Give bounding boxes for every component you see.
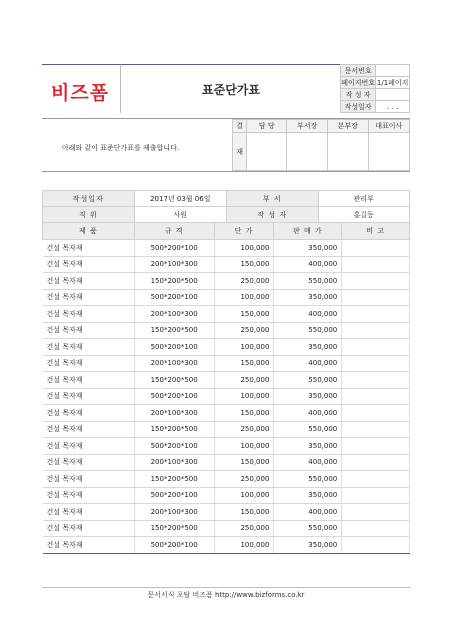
unit-price-cell: 250,000 <box>214 471 274 488</box>
sale-price-cell: 350,000 <box>274 438 342 455</box>
note-cell <box>342 289 410 306</box>
unit-price-cell: 250,000 <box>214 273 274 290</box>
spec-cell: 500*200*100 <box>134 487 214 504</box>
note-cell <box>342 339 410 356</box>
product-cell: 건설 목자재 <box>43 537 135 554</box>
intro-text: 아래와 같이 표준단가표를 제출합니다. <box>62 144 180 152</box>
approval-side-top: 결 <box>233 120 247 133</box>
spec-cell: 500*200*100 <box>134 537 214 554</box>
note-cell <box>342 388 410 405</box>
sale-price-cell: 550,000 <box>274 273 342 290</box>
unit-price-cell: 250,000 <box>214 372 274 389</box>
note-cell <box>342 454 410 471</box>
table-row <box>43 537 410 554</box>
note-cell <box>342 355 410 372</box>
product-cell: 건설 목자재 <box>43 256 135 273</box>
footer-divider <box>42 587 410 588</box>
sale-price-cell: 400,000 <box>274 355 342 372</box>
product-cell: 건설 목자재 <box>43 355 135 372</box>
sale-price-cell: 550,000 <box>274 372 342 389</box>
product-cell: 건설 목자재 <box>43 322 135 339</box>
unit-price-cell: 100,000 <box>214 388 274 405</box>
note-cell <box>342 405 410 422</box>
table-row <box>43 388 410 405</box>
sale-price-cell: 550,000 <box>274 520 342 537</box>
table-row <box>43 240 410 257</box>
table-row <box>43 355 410 372</box>
product-cell: 건설 목자재 <box>43 487 135 504</box>
note-cell <box>342 471 410 488</box>
table-row <box>43 322 410 339</box>
note-cell <box>342 504 410 521</box>
note-cell <box>342 256 410 273</box>
spec-cell: 500*200*100 <box>134 339 214 356</box>
spec-cell: 200*100*300 <box>134 306 214 323</box>
bizforms-logo: 비즈폼 <box>51 82 110 104</box>
approval-signature-cell[interactable] <box>327 133 368 171</box>
unit-price-cell: 100,000 <box>214 289 274 306</box>
product-cell: 건설 목자재 <box>43 306 135 323</box>
product-cell: 건설 목자재 <box>43 438 135 455</box>
meta-value <box>376 89 410 101</box>
unit-price-cell: 100,000 <box>214 438 274 455</box>
spec-cell: 200*100*300 <box>134 405 214 422</box>
meta-value: 1/1페이지 <box>376 78 409 87</box>
sale-price-cell: 350,000 <box>274 339 342 356</box>
sale-price-cell: 400,000 <box>274 256 342 273</box>
sale-price-cell: 350,000 <box>274 289 342 306</box>
product-cell: 건설 목자재 <box>43 504 135 521</box>
table-row <box>43 487 410 504</box>
sale-price-cell: 550,000 <box>274 471 342 488</box>
document-title: 표준단가표 <box>202 83 260 97</box>
unit-price-cell: 250,000 <box>214 520 274 537</box>
items-table <box>42 222 410 554</box>
sale-price-cell: 550,000 <box>274 421 342 438</box>
product-cell: 건설 목자재 <box>43 273 135 290</box>
sale-price-cell: 550,000 <box>274 322 342 339</box>
note-cell <box>342 487 410 504</box>
unit-price-cell: 150,000 <box>214 504 274 521</box>
sale-price-cell: 400,000 <box>274 454 342 471</box>
intro-area <box>42 118 410 172</box>
author-value: 홍길동 <box>318 207 409 223</box>
note-cell <box>342 322 410 339</box>
position-value: 사원 <box>134 207 226 223</box>
footer-text: 문서서식 포탈 비즈폼 http://www.bizforms.co.kr <box>147 591 305 599</box>
product-cell: 건설 목자재 <box>43 421 135 438</box>
sale-price-cell: 400,000 <box>274 405 342 422</box>
note-cell <box>342 537 410 554</box>
approval-box <box>232 119 410 171</box>
table-row <box>43 421 410 438</box>
note-cell <box>342 273 410 290</box>
approval-header: 대표이사 <box>368 120 409 133</box>
position-label: 직 위 <box>43 207 135 223</box>
author-label: 작 성 자 <box>226 207 318 223</box>
table-row <box>43 256 410 273</box>
title-cell <box>120 64 341 113</box>
product-cell: 건설 목자재 <box>43 405 135 422</box>
meta-label: 작 성 자 <box>341 89 376 101</box>
unit-price-cell: 100,000 <box>214 487 274 504</box>
meta-value: . . . <box>376 101 410 113</box>
approval-header: 본부장 <box>327 120 368 133</box>
unit-price-cell: 250,000 <box>214 421 274 438</box>
unit-price-cell: 100,000 <box>214 537 274 554</box>
unit-price-cell: 150,000 <box>214 306 274 323</box>
product-cell: 건설 목자재 <box>43 339 135 356</box>
items-body <box>43 240 410 554</box>
spec-cell: 500*200*100 <box>134 289 214 306</box>
note-cell <box>342 421 410 438</box>
meta-label: 문서번호 <box>341 65 376 77</box>
approval-signature-cell[interactable] <box>247 133 287 171</box>
unit-price-cell: 150,000 <box>214 355 274 372</box>
meta-row <box>341 101 410 113</box>
product-cell: 건설 목자재 <box>43 372 135 389</box>
spec-cell: 200*100*300 <box>134 454 214 471</box>
product-cell: 건설 목자재 <box>43 520 135 537</box>
meta-label: 작성일자 <box>341 101 376 113</box>
sale-price-cell: 350,000 <box>274 240 342 257</box>
spec-cell: 200*100*300 <box>134 256 214 273</box>
note-cell <box>342 520 410 537</box>
sale-price-cell: 400,000 <box>274 306 342 323</box>
header-spec: 규 격 <box>134 223 214 240</box>
items-header-row <box>43 223 410 240</box>
sale-price-cell: 350,000 <box>274 388 342 405</box>
info-table <box>42 190 410 223</box>
approval-side-bottom: 재 <box>233 133 247 171</box>
product-cell: 건설 목자재 <box>43 289 135 306</box>
sale-price-cell: 350,000 <box>274 537 342 554</box>
table-row <box>43 306 410 323</box>
note-cell <box>342 372 410 389</box>
approval-signature-cell[interactable] <box>368 133 409 171</box>
table-row <box>43 289 410 306</box>
table-row <box>43 504 410 521</box>
table-row <box>43 339 410 356</box>
unit-price-cell: 250,000 <box>214 322 274 339</box>
document-meta-table <box>340 64 410 113</box>
table-row <box>43 405 410 422</box>
meta-row <box>341 89 410 101</box>
spec-cell: 200*100*300 <box>134 355 214 372</box>
date-label: 작성일자 <box>43 191 135 207</box>
meta-row <box>341 65 410 77</box>
spec-cell: 150*200*500 <box>134 372 214 389</box>
spec-cell: 200*100*300 <box>134 504 214 521</box>
document-header <box>42 64 410 112</box>
spec-cell: 150*200*500 <box>134 471 214 488</box>
unit-price-cell: 100,000 <box>214 339 274 356</box>
header-sale-price: 판 매 가 <box>274 223 342 240</box>
header-note: 비 고 <box>342 223 410 240</box>
header-unit-price: 단 가 <box>214 223 274 240</box>
table-row <box>43 438 410 455</box>
note-cell <box>342 240 410 257</box>
sale-price-cell: 400,000 <box>274 504 342 521</box>
unit-price-cell: 150,000 <box>214 256 274 273</box>
dept-value: 관리부 <box>318 191 409 207</box>
logo-cell <box>42 64 120 113</box>
spec-cell: 500*200*100 <box>134 438 214 455</box>
unit-price-cell: 150,000 <box>214 405 274 422</box>
spec-cell: 500*200*100 <box>134 388 214 405</box>
spec-cell: 500*200*100 <box>134 240 214 257</box>
product-cell: 건설 목자재 <box>43 471 135 488</box>
spec-cell: 150*200*500 <box>134 520 214 537</box>
table-row <box>43 454 410 471</box>
meta-row <box>341 77 410 89</box>
sale-price-cell: 350,000 <box>274 487 342 504</box>
dept-label: 부 서 <box>226 191 318 207</box>
table-row <box>43 273 410 290</box>
header-product: 제 품 <box>43 223 135 240</box>
unit-price-cell: 100,000 <box>214 240 274 257</box>
product-cell: 건설 목자재 <box>43 240 135 257</box>
spec-cell: 150*200*500 <box>134 273 214 290</box>
meta-value <box>376 65 410 77</box>
approval-signature-cell[interactable] <box>287 133 328 171</box>
product-cell: 건설 목자재 <box>43 388 135 405</box>
unit-price-cell: 150,000 <box>214 454 274 471</box>
spec-cell: 150*200*500 <box>134 421 214 438</box>
table-row <box>43 471 410 488</box>
spec-cell: 150*200*500 <box>134 322 214 339</box>
table-row <box>43 372 410 389</box>
approval-header: 담 당 <box>247 120 287 133</box>
product-cell: 건설 목자재 <box>43 454 135 471</box>
meta-label: 페이지번호 <box>341 78 376 87</box>
note-cell <box>342 306 410 323</box>
table-row <box>43 520 410 537</box>
note-cell <box>342 438 410 455</box>
date-value: 2017년 03월 06일 <box>134 191 226 207</box>
approval-header: 부서장 <box>287 120 328 133</box>
